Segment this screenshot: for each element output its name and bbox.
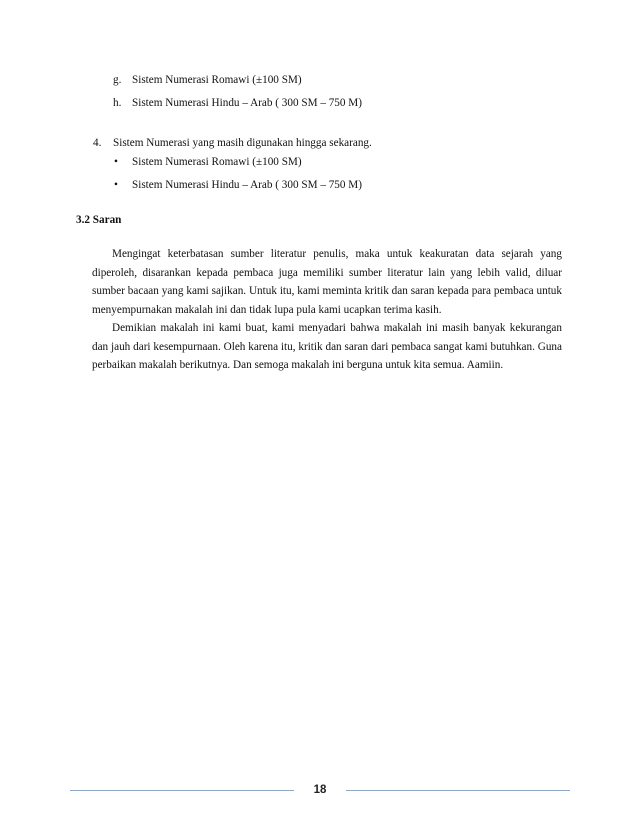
footer-rule-left <box>70 790 294 791</box>
bullet-icon: • <box>114 156 118 168</box>
bullet-item-text: Sistem Numerasi Romawi (±100 SM) <box>132 156 302 168</box>
section-body <box>92 245 562 375</box>
list-item-text: Sistem Numerasi yang masih digunakan hingga sekarang. <box>113 137 372 149</box>
paragraph: Demikian makalah ini kami buat, kami menyadari bahwa makalah ini masih banyak kekurangan dan jauh dari kesempurnaan. Oleh karena itu, kritik dan saran dari pembaca sangat kami butuhkan. Guna perbaikan makalah berikutnya. Dan semoga makalah ini berguna untuk kita semua. Aamiin. <box>92 322 562 371</box>
footer-rule-right <box>346 790 570 791</box>
list-marker: h. <box>113 97 122 109</box>
bullet-icon: • <box>114 179 118 191</box>
bullet-item-text: Sistem Numerasi Hindu – Arab ( 300 SM – 750 M) <box>132 179 362 191</box>
list-marker: g. <box>113 74 122 86</box>
section-heading: 3.2 Saran <box>76 214 122 226</box>
paragraph: Mengingat keterbatasan sumber literatur penulis, maka untuk keakuratan data sejarah yang diperoleh, disarankan kepada pembaca juga memiliki sumber literatur lain yang lebih valid, diluar sumber bacaan yang kami sajikan. Untuk itu, kami meminta kritik dan saran kepada para pembaca untuk menyempurnakan makalah ini dan tidak lupa pula kami ucapkan terima kasih. <box>92 248 562 316</box>
page-number: 18 <box>313 784 327 796</box>
list-item-text: Sistem Numerasi Romawi (±100 SM) <box>132 74 302 86</box>
list-item-text: Sistem Numerasi Hindu – Arab ( 300 SM – 750 M) <box>132 97 362 109</box>
list-marker: 4. <box>93 137 102 149</box>
